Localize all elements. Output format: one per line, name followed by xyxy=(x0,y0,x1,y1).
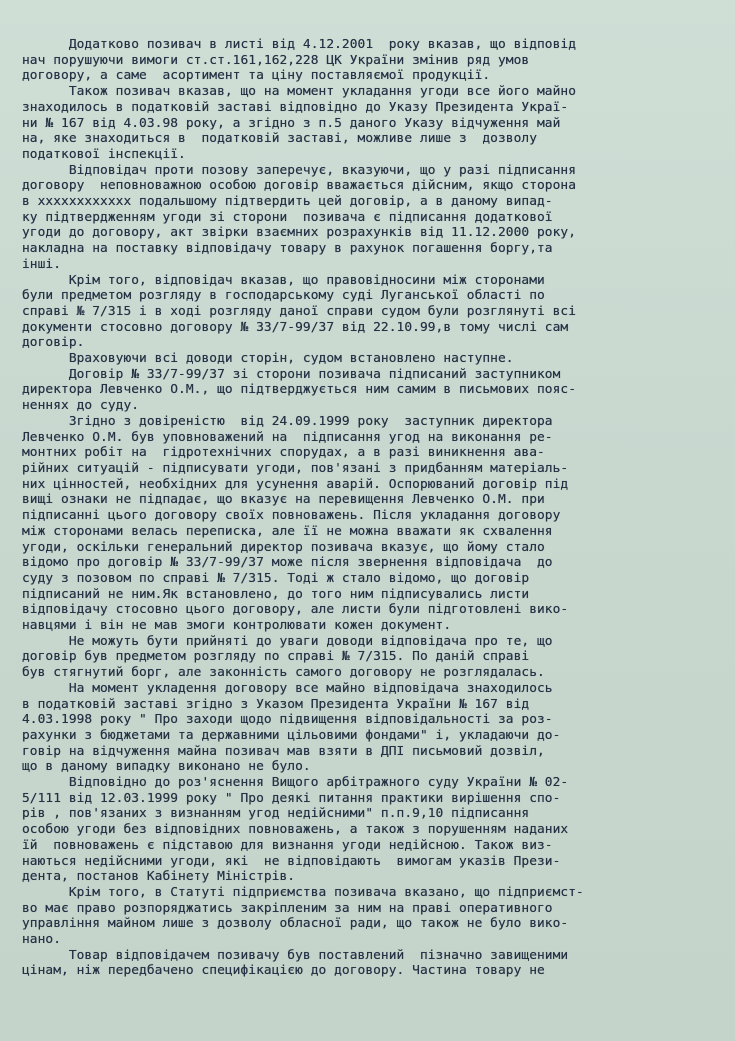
text-line: на, яке знаходиться в податковій заставі, можливе лише з дозволу xyxy=(22,130,537,146)
text-line: відповідачу стосовно цього договору, але листи були підготовлені вико- xyxy=(22,601,569,617)
text-line: в xxxxxxxxxxxx подальшому підтвердить цей договір, а в даному випад- xyxy=(22,193,553,209)
text-line: наються недійсними угоди, які не відповідають вимогам указів Прези- xyxy=(22,852,561,868)
text-line: 5/111 від 12.03.1999 року " Про деякі питання практики вирішення спо- xyxy=(22,789,561,805)
text-line: договору, а саме асортимент та ціну поставляємої продукції. xyxy=(22,67,491,83)
text-line: податкової інспекції. xyxy=(22,145,186,161)
text-line: справі № 7/315 і в ході розгляду даної справи судом були розглянуті всі xyxy=(22,302,577,318)
text-line: між сторонами велась переписка, але її не можна вважати як схвалення xyxy=(22,522,553,538)
text-line: во має право розпоряджатись закріпленим за ним на праві оперативного xyxy=(22,899,553,915)
text-line: дента, постанов Кабінету Міністрів. xyxy=(22,868,296,884)
text-line: суду з позовом по справі № 7/315. Тоді ж стало відомо, що договір xyxy=(22,569,530,585)
text-line: Договір № 33/7-99/37 зі сторони позивача підписаний заступником xyxy=(22,365,561,381)
text-line: накладна на поставку відповідачу товару в рахунок погашення боргу,та xyxy=(22,240,553,256)
text-line: відомо про договір № 33/7-99/37 може після звернення відповідача до xyxy=(22,554,553,570)
text-line: рійних ситуацій - підписувати угоди, пов'язані з придбанням матеріаль- xyxy=(22,459,569,475)
text-line: рів , пов'язаних з визнанням угод недійсними" п.п.9,10 підписання xyxy=(22,805,530,821)
text-line: говір на відчуження майна позивач мав взяти в ДПІ письмовий дозвіл, xyxy=(22,742,545,758)
text-line: їй повноважень є підставою для визнання угоди недійсною. Також виз- xyxy=(22,836,553,852)
text-line: був стягнутий борг, але законність самого договору не розглядалась. xyxy=(22,664,545,680)
text-line: Враховуючи всі доводи сторін, судом встановлено наступне. xyxy=(22,350,514,366)
text-line: ку підтвердженням угоди зі сторони позивача є підписання додаткової xyxy=(22,208,553,224)
text-line: На момент укладення договору все майно відповідача знаходилось xyxy=(22,679,553,695)
text-line: в податковій заставі згідно з Указом Президента України № 167 від xyxy=(22,695,530,711)
text-line: підписанні цього договору своїх повноважень. Після укладання договору xyxy=(22,507,561,523)
text-line: Крім того, в Статуті підприємства позивача вказано, що підприємст- xyxy=(22,883,584,899)
text-line: Крім того, відповідач вказав, що правовідносини між сторонами xyxy=(22,271,545,287)
text-line: договір. xyxy=(22,334,85,350)
text-line: Також позивач вказав, що на момент укладання угоди все його майно xyxy=(22,83,577,99)
text-line: Додатково позивач в листі від 4.12.2001 року вказав, що відповід xyxy=(22,36,577,51)
text-line: них цінностей, необхідних для усунення аварій. Оспорюваний договір під xyxy=(22,475,569,491)
text-line: управління майном лише з дозволу обласної ради, що також не було вико- xyxy=(22,915,569,931)
text-line: що в даному випадку виконано не було. xyxy=(22,758,311,774)
text-line: нано. xyxy=(22,931,62,947)
text-line: підписаний не ним.Як встановлено, до того ним підписувались листи xyxy=(22,585,530,601)
text-line: вищі ознаки не підпадає, що вказує на перевищення Левченко О.М. при xyxy=(22,491,545,507)
text-line: угоди до договору, акт звірки взаємних розрахунків від 11.12.2000 року, xyxy=(22,224,577,240)
text-line: інші. xyxy=(22,255,62,271)
text-line: угоди, оскільки генеральний директор позивача вказує, що йому стало xyxy=(22,538,545,554)
text-line: навцями і він не мав змоги контролювати кожен документ. xyxy=(22,617,452,633)
text-line: знаходилось в податковій заставі відповідно до Указу Президента Украї- xyxy=(22,98,569,114)
text-line: директора Левченко О.М., що підтверджується ним самим в письмових пояс- xyxy=(22,381,577,397)
text-line: Згідно з довіреністю від 24.09.1999 року заступник директора xyxy=(22,412,553,428)
text-line: нач порушуючи вимоги ст.ст.161,162,228 ЦК України змінив ряд умов xyxy=(22,51,530,67)
text-line: цінам, ніж передбачено специфікацією до договору. Частина товару не xyxy=(22,962,545,978)
text-line: ни № 167 від 4.03.98 року, а згідно з п.5 даного Указу відчуження май xyxy=(22,114,561,130)
document-text-block xyxy=(22,36,717,978)
text-line: Не можуть бути прийняті до уваги доводи відповідача про те, що xyxy=(22,632,553,648)
text-line: Відповідно до роз'яснення Вищого арбітражного суду України № 02- xyxy=(22,774,569,790)
text-line: договору неповноважною особою договір вважається дійсним, якщо сторона xyxy=(22,177,577,193)
text-line: були предметом розгляду в господарському суді Луганської області по xyxy=(22,287,545,303)
text-line: рахунки з бюджетами та державними цільовими фондами" і, укладаючи до- xyxy=(22,726,561,742)
text-line: неннях до суду. xyxy=(22,397,140,413)
text-line: документи стосовно договору № 33/7-99/37 від 22.10.99,в тому числі сам xyxy=(22,318,569,334)
text-line: монтних робіт на гідротехнічних спорудах, а в разі виникнення ава- xyxy=(22,444,545,460)
text-line: договір був предметом розгляду по справі № 7/315. По даній справі xyxy=(22,648,530,664)
text-line: Товар відповідачем позивачу був поставлений пізначно завищеними xyxy=(22,946,569,962)
text-line: Відповідач проти позову заперечує, вказуючи, що у разі підписання xyxy=(22,161,577,177)
text-line: 4.03.1998 року " Про заходи щодо підвищення відповідальності за роз- xyxy=(22,711,553,727)
text-line: особою угоди без відповідних повноважень, а також з порушенням наданих xyxy=(22,821,569,837)
text-line: Левченко О.М. був уповноважений на підписання угод на виконання ре- xyxy=(22,428,553,444)
